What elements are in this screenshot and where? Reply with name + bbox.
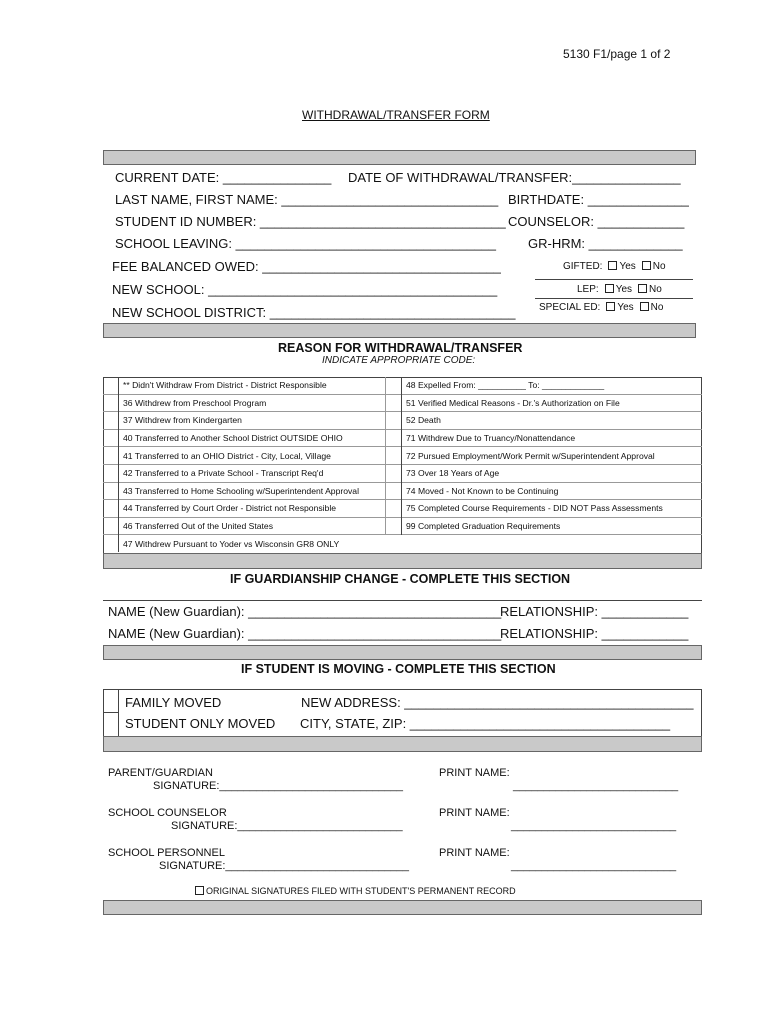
yes-label: Yes (619, 261, 636, 272)
student-only-moved-label: STUDENT ONLY MOVED (125, 716, 276, 731)
reason-checkbox[interactable] (103, 412, 119, 430)
bottom-gray-bar (103, 900, 702, 915)
reason-code-right: 75 Completed Course Requirements - DID NOT Pass Assessments (402, 500, 703, 518)
reason-checkbox[interactable] (386, 377, 402, 394)
new-school-field[interactable]: NEW SCHOOL: ________________________________________ (112, 282, 498, 297)
parent-print-name-line[interactable]: ___________________________ (513, 780, 679, 792)
yes-label: Yes (617, 302, 634, 313)
original-signatures-label: ORIGINAL SIGNATURES FILED WITH STUDENT'S PERMANENT RECORD (206, 886, 516, 896)
original-signatures-checkbox[interactable] (195, 886, 204, 895)
personnel-print-name-line[interactable]: ___________________________ (511, 860, 677, 872)
reason-code-right: 73 Over 18 Years of Age (402, 464, 703, 482)
reason-code-right: 52 Death (402, 412, 703, 430)
guardianship-heading: IF GUARDIANSHIP CHANGE - COMPLETE THIS SECTION (230, 572, 571, 586)
reason-checkbox[interactable] (103, 482, 119, 500)
no-label: No (652, 261, 666, 272)
table-row (103, 464, 702, 482)
city-state-zip-field[interactable]: CITY, STATE, ZIP: ____________________________________ (300, 716, 671, 731)
reason-checkbox[interactable] (386, 517, 402, 535)
table-row (103, 517, 702, 535)
reason-code-right: 74 Moved - Not Known to be Continuing (402, 482, 703, 500)
page-reference: 5130 F1/page 1 of 2 (563, 47, 671, 61)
reason-code-right: 71 Withdrew Due to Truancy/Nonattendance (402, 429, 703, 447)
print-name-label: PRINT NAME: (439, 807, 510, 819)
counselor-print-name-line[interactable]: ___________________________ (511, 820, 677, 832)
guardian-relationship-1-field[interactable]: RELATIONSHIP: ____________ (500, 604, 689, 619)
current-date-field[interactable]: CURRENT DATE: _______________ (115, 170, 332, 185)
reason-checkbox[interactable] (103, 535, 119, 552)
table-row (103, 447, 702, 465)
school-leaving-field[interactable]: SCHOOL LEAVING: ____________________________________ (115, 236, 496, 251)
gifted-label: GIFTED: (563, 261, 603, 272)
reason-checkbox[interactable] (386, 500, 402, 518)
reason-code-left: 37 Withdrew from Kindergarten (119, 412, 386, 430)
table-row (103, 535, 702, 552)
checkbox-divider (103, 712, 119, 713)
reason-gray-bar (103, 553, 702, 569)
reason-code-left: 43 Transferred to Home Schooling w/Superintendent Approval (119, 482, 386, 500)
school-personnel-label: SCHOOL PERSONNEL (108, 847, 225, 859)
table-row (103, 377, 702, 394)
lep-label: LEP: (577, 284, 599, 295)
reason-checkbox[interactable] (386, 482, 402, 500)
no-label: No (649, 284, 662, 295)
reason-heading: REASON FOR WITHDRAWAL/TRANSFER (278, 341, 523, 355)
reason-checkbox[interactable] (103, 500, 119, 518)
new-school-district-field[interactable]: NEW SCHOOL DISTRICT: __________________________________ (112, 305, 516, 320)
reason-checkbox[interactable] (103, 377, 119, 394)
reason-checkbox[interactable] (103, 429, 119, 447)
counselor-field[interactable]: COUNSELOR: ____________ (508, 214, 685, 229)
reason-codes-table (103, 377, 702, 552)
divider (103, 600, 702, 601)
table-row (103, 394, 702, 412)
family-moved-label: FAMILY MOVED (125, 695, 222, 710)
reason-subheading: INDICATE APPROPRIATE CODE: (322, 355, 476, 366)
reason-code-left: 41 Transferred to an OHIO District - City, Local, Village (119, 447, 386, 465)
table-row (103, 412, 702, 430)
moving-gray-bar (103, 736, 702, 752)
section-gray-bar (103, 323, 696, 338)
new-address-field[interactable]: NEW ADDRESS: ________________________________________ (301, 695, 694, 710)
guardian-name-1-field[interactable]: NAME (New Guardian): ___________________________________ (108, 604, 502, 619)
school-counselor-label: SCHOOL COUNSELOR (108, 807, 227, 819)
name-field[interactable]: LAST NAME, FIRST NAME: ______________________________ (115, 192, 499, 207)
special-ed-row (539, 302, 663, 313)
reason-code-right: 48 Expelled From: __________ To: _____________ (406, 380, 605, 391)
reason-checkbox[interactable] (103, 517, 119, 535)
lep-no-checkbox[interactable] (638, 284, 647, 293)
personnel-signature-line[interactable]: SIGNATURE:______________________________ (159, 860, 409, 872)
lep-row (577, 284, 662, 295)
gifted-no-checkbox[interactable] (642, 261, 651, 270)
table-row (103, 429, 702, 447)
guardian-name-2-field[interactable]: NAME (New Guardian): ___________________________________ (108, 626, 502, 641)
reason-checkbox[interactable] (386, 447, 402, 465)
reason-code-left: 40 Transferred to Another School District OUTSIDE OHIO (119, 429, 386, 447)
reason-code-left: 42 Transferred to a Private School - Transcript Req'd (119, 464, 386, 482)
special-ed-no-checkbox[interactable] (640, 302, 649, 311)
gifted-row (563, 261, 666, 272)
print-name-label: PRINT NAME: (439, 847, 510, 859)
parent-signature-line[interactable]: SIGNATURE:______________________________ (153, 780, 403, 792)
counselor-signature-line[interactable]: SIGNATURE:___________________________ (171, 820, 403, 832)
reason-checkbox[interactable] (386, 394, 402, 412)
student-id-field[interactable]: STUDENT ID NUMBER: __________________________________ (115, 214, 506, 229)
reason-checkbox[interactable] (103, 394, 119, 412)
reason-checkbox[interactable] (103, 447, 119, 465)
original-signatures-row (195, 886, 516, 896)
reason-checkbox[interactable] (386, 412, 402, 430)
student-only-moved-checkbox[interactable] (105, 716, 116, 729)
birthdate-field[interactable]: BIRTHDATE: ______________ (508, 192, 689, 207)
gifted-yes-checkbox[interactable] (608, 261, 617, 270)
reason-code-left: 44 Transferred by Court Order - District not Responsible (119, 500, 386, 518)
reason-checkbox[interactable] (386, 429, 402, 447)
moving-heading: IF STUDENT IS MOVING - COMPLETE THIS SECTION (241, 662, 556, 676)
reason-code-left: ** Didn't Withdraw From District - District Responsible (119, 377, 386, 394)
reason-code-left: 36 Withdrew from Preschool Program (119, 394, 386, 412)
lep-yes-checkbox[interactable] (605, 284, 614, 293)
yes-label: Yes (615, 284, 633, 295)
reason-code-left: 47 Withdrew Pursuant to Yoder vs Wisconsin GR8 ONLY (119, 535, 703, 552)
special-ed-label: SPECIAL ED: (539, 302, 601, 313)
print-name-label: PRINT NAME: (439, 767, 510, 779)
table-row (103, 500, 702, 518)
form-title: WITHDRAWAL/TRANSFER FORM (302, 108, 490, 122)
top-gray-bar (103, 150, 696, 165)
special-ed-yes-checkbox[interactable] (606, 302, 615, 311)
reason-code-right: 72 Pursued Employment/Work Permit w/Superintendent Approval (402, 447, 703, 465)
reason-checkbox[interactable] (386, 464, 402, 482)
guardian-relationship-2-field[interactable]: RELATIONSHIP: ____________ (500, 626, 689, 641)
reason-code-right: 51 Verified Medical Reasons - Dr.'s Authorization on File (402, 394, 703, 412)
guardianship-gray-bar (103, 645, 702, 660)
parent-guardian-label: PARENT/GUARDIAN (108, 767, 213, 779)
reason-code-right: 99 Completed Graduation Requirements (402, 517, 703, 535)
family-moved-checkbox[interactable] (105, 694, 116, 707)
gr-hrm-field[interactable]: GR-HRM: _____________ (528, 236, 683, 251)
divider (535, 279, 693, 280)
table-row (103, 482, 702, 500)
reason-code-left: 46 Transferred Out of the United States (119, 517, 386, 535)
divider (535, 298, 693, 299)
no-label: No (650, 302, 664, 313)
fee-balanced-field[interactable]: FEE BALANCED OWED: _________________________________ (112, 259, 501, 274)
reason-checkbox[interactable] (103, 464, 119, 482)
date-withdrawal-field[interactable]: DATE OF WITHDRAWAL/TRANSFER:_______________ (348, 170, 681, 185)
